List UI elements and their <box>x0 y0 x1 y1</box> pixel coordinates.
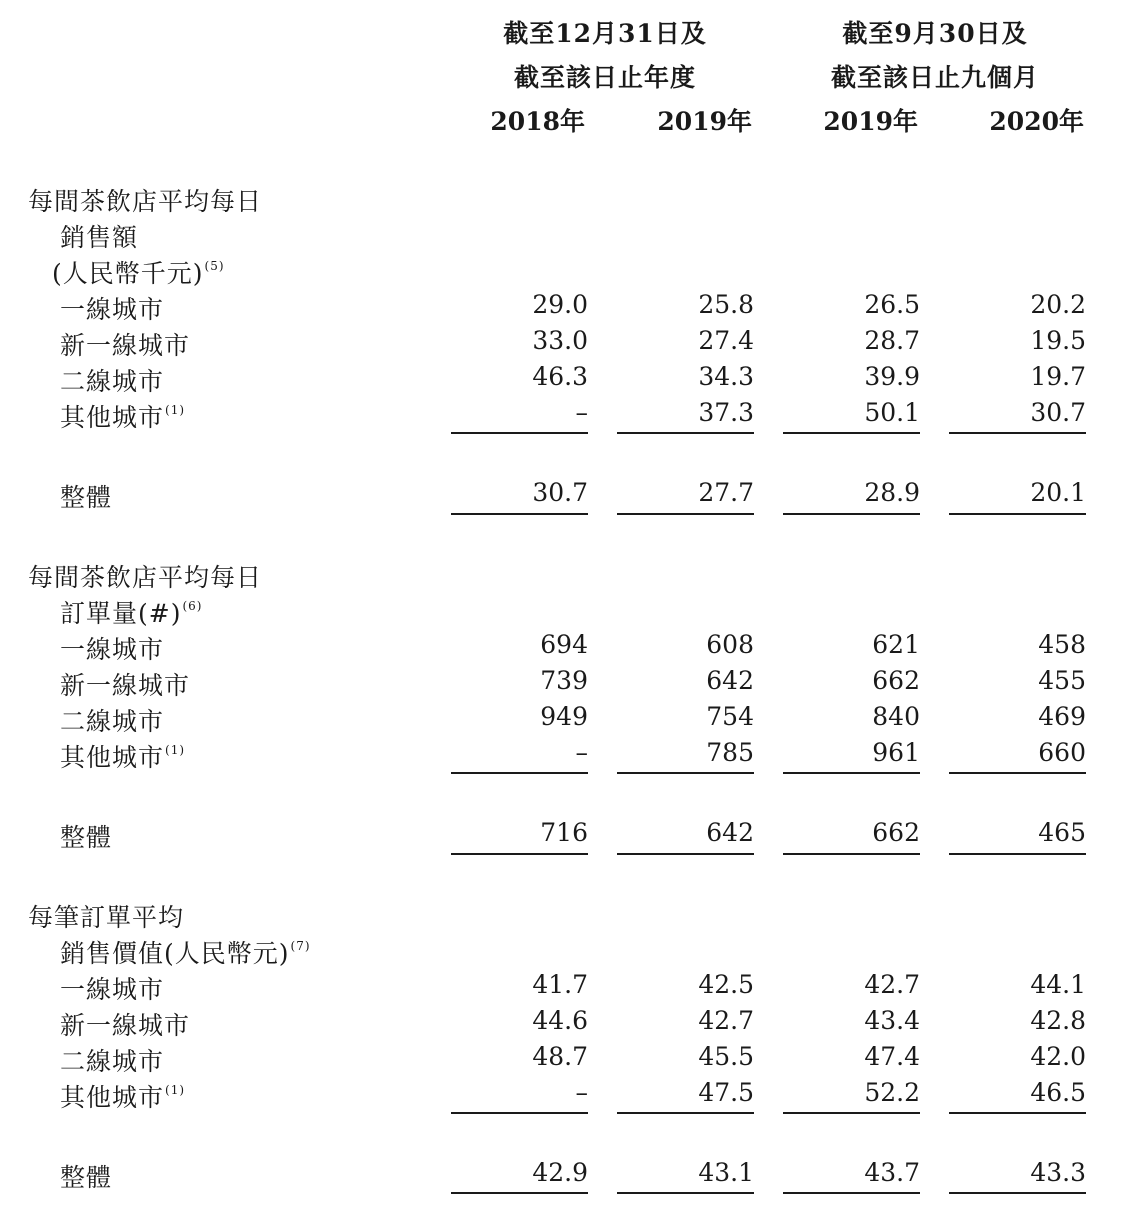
cell: – <box>575 1078 588 1107</box>
section-title: 每間茶飲店平均每日 <box>28 563 263 592</box>
year-header-2018: 2018年 <box>490 107 585 136</box>
cell: 961 <box>872 738 920 767</box>
cell: 42.5 <box>698 970 754 999</box>
total-rule <box>949 853 1086 855</box>
subtotal-rule <box>451 1112 588 1114</box>
total-rule <box>451 853 588 855</box>
cell: 46.3 <box>532 362 588 391</box>
cell: 48.7 <box>532 1042 588 1071</box>
cell: – <box>575 738 588 767</box>
total-cell: 662 <box>872 818 920 847</box>
cell: – <box>575 398 588 427</box>
row-label: 一線城市 <box>60 295 165 324</box>
cell: 754 <box>706 702 754 731</box>
cell: 27.4 <box>698 326 754 355</box>
cell: 34.3 <box>698 362 754 391</box>
cell: 20.2 <box>1030 290 1086 319</box>
cell: 39.9 <box>864 362 920 391</box>
cell: 608 <box>706 630 754 659</box>
row-label: 其他城市$^{(1)}$ <box>60 403 186 432</box>
cell: 52.2 <box>864 1078 920 1107</box>
cell: 19.7 <box>1030 362 1086 391</box>
subtotal-rule <box>783 772 920 774</box>
total-rule <box>617 1192 754 1194</box>
cell: 469 <box>1038 702 1086 731</box>
total-cell: 43.7 <box>864 1158 920 1187</box>
subtotal-rule <box>617 432 754 434</box>
header-group1-line1: 截至12月31日及 <box>503 19 707 48</box>
cell: 25.8 <box>698 290 754 319</box>
row-label: 二線城市 <box>60 367 165 396</box>
cell: 37.3 <box>698 398 754 427</box>
footnote-ref: (7) <box>290 939 311 953</box>
cell: 660 <box>1038 738 1086 767</box>
cell: 26.5 <box>864 290 920 319</box>
cell: 949 <box>540 702 588 731</box>
total-cell: 716 <box>540 818 588 847</box>
section-title: 銷售額 <box>60 223 139 252</box>
row-label: 其他城市$^{(1)}$ <box>60 743 186 772</box>
row-label: 二線城市 <box>60 707 165 736</box>
section-title: (人民幣千元)$^{(5)}$ <box>52 259 225 288</box>
cell: 642 <box>706 666 754 695</box>
year-header-2019a: 2019年 <box>657 107 752 136</box>
cell: 29.0 <box>532 290 588 319</box>
total-cell: 43.3 <box>1030 1158 1086 1187</box>
total-rule <box>783 513 920 515</box>
cell: 46.5 <box>1030 1078 1086 1107</box>
year-header-2019b: 2019年 <box>823 107 918 136</box>
total-rule <box>783 853 920 855</box>
cell: 28.7 <box>864 326 920 355</box>
cell: 43.4 <box>864 1006 920 1035</box>
subtotal-rule <box>783 1112 920 1114</box>
subtotal-rule <box>949 1112 1086 1114</box>
subtotal-rule <box>451 432 588 434</box>
total-cell: 43.1 <box>698 1158 754 1187</box>
cell: 45.5 <box>698 1042 754 1071</box>
footnote-ref: (1) <box>165 743 186 757</box>
subtotal-rule <box>783 432 920 434</box>
total-rule <box>949 513 1086 515</box>
year-header-2020: 2020年 <box>989 107 1084 136</box>
cell: 621 <box>872 630 920 659</box>
cell: 30.7 <box>1030 398 1086 427</box>
row-label: 二線城市 <box>60 1047 165 1076</box>
cell: 42.8 <box>1030 1006 1086 1035</box>
cell: 785 <box>706 738 754 767</box>
subtotal-rule <box>949 432 1086 434</box>
row-label: 新一線城市 <box>60 671 191 700</box>
cell: 47.5 <box>698 1078 754 1107</box>
total-cell: 20.1 <box>1030 478 1086 507</box>
subtotal-rule <box>617 772 754 774</box>
cell: 458 <box>1038 630 1086 659</box>
header-group2-line1: 截至9月30日及 <box>842 19 1028 48</box>
header-group2-line2: 截至該日止九個月 <box>830 63 1039 92</box>
row-label: 其他城市$^{(1)}$ <box>60 1083 186 1112</box>
cell: 47.4 <box>864 1042 920 1071</box>
cell: 19.5 <box>1030 326 1086 355</box>
total-cell: 465 <box>1038 818 1086 847</box>
total-cell: 42.9 <box>532 1158 588 1187</box>
row-label: 一線城市 <box>60 635 165 664</box>
section-title: 銷售價值(人民幣元)$^{(7)}$ <box>60 939 311 968</box>
cell: 42.7 <box>864 970 920 999</box>
total-cell: 28.9 <box>864 478 920 507</box>
total-cell: 27.7 <box>698 478 754 507</box>
cell: 50.1 <box>864 398 920 427</box>
cell: 739 <box>540 666 588 695</box>
subtotal-rule <box>949 772 1086 774</box>
section-title: 訂單量(#)$^{(6)}$ <box>60 599 203 628</box>
total-label: 整體 <box>60 483 113 512</box>
total-rule <box>617 513 754 515</box>
row-label: 新一線城市 <box>60 1011 191 1040</box>
footnote-ref: (1) <box>165 1083 186 1097</box>
subtotal-rule <box>451 772 588 774</box>
footnote-ref: (5) <box>204 259 225 273</box>
subtotal-rule <box>617 1112 754 1114</box>
section-title: 每間茶飲店平均每日 <box>28 187 263 216</box>
row-label: 一線城市 <box>60 975 165 1004</box>
cell: 44.6 <box>532 1006 588 1035</box>
cell: 33.0 <box>532 326 588 355</box>
total-label: 整體 <box>60 1163 113 1192</box>
total-cell: 30.7 <box>532 478 588 507</box>
cell: 840 <box>872 702 920 731</box>
total-rule <box>949 1192 1086 1194</box>
section-title: 每筆訂單平均 <box>28 903 185 932</box>
total-cell: 642 <box>706 818 754 847</box>
cell: 44.1 <box>1030 970 1086 999</box>
footnote-ref: (6) <box>182 599 203 613</box>
total-rule <box>617 853 754 855</box>
cell: 662 <box>872 666 920 695</box>
footnote-ref: (1) <box>165 403 186 417</box>
cell: 455 <box>1038 666 1086 695</box>
total-rule <box>451 513 588 515</box>
header-group1-line2: 截至該日止年度 <box>513 63 696 92</box>
total-label: 整體 <box>60 823 113 852</box>
cell: 41.7 <box>532 970 588 999</box>
row-label: 新一線城市 <box>60 331 191 360</box>
cell: 42.0 <box>1030 1042 1086 1071</box>
total-rule <box>451 1192 588 1194</box>
cell: 694 <box>540 630 588 659</box>
total-rule <box>783 1192 920 1194</box>
cell: 42.7 <box>698 1006 754 1035</box>
